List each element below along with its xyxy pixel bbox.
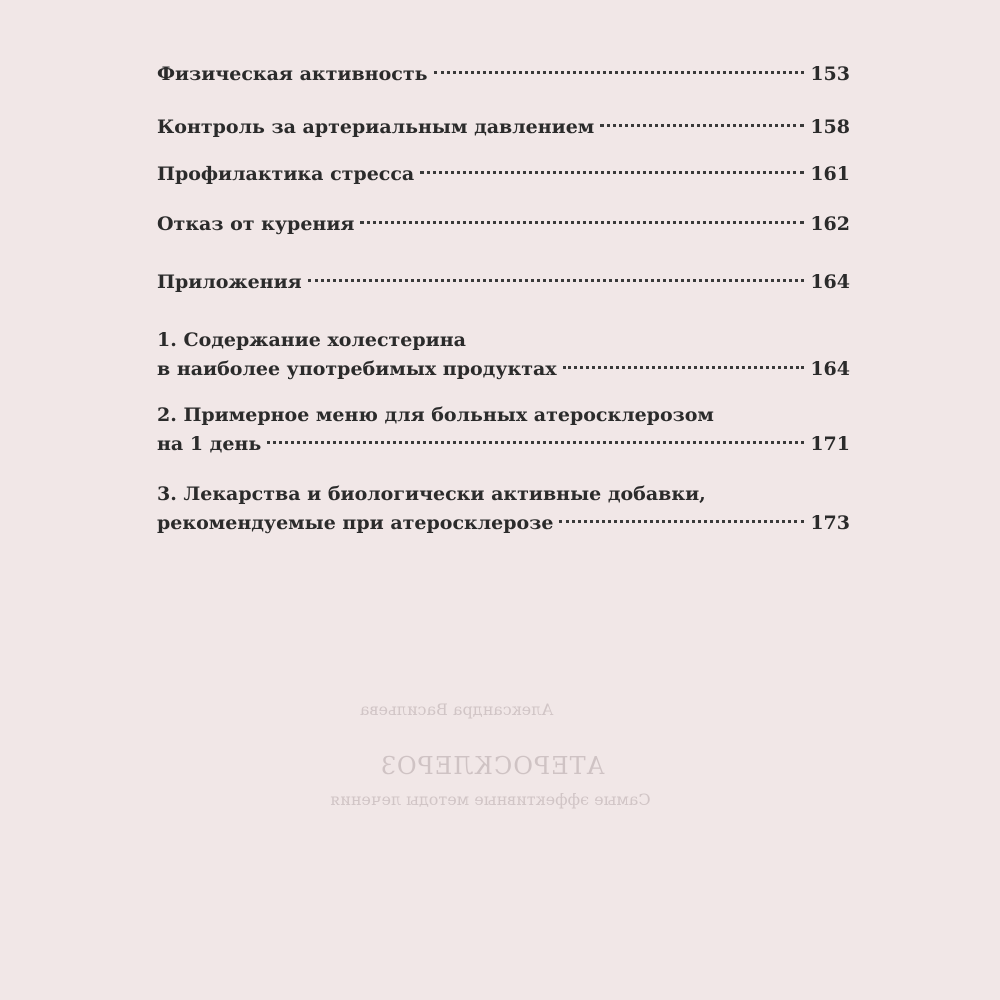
toc-entry-title-line1: 2. Примерное меню для больных атеросклерозом (157, 404, 714, 426)
toc-entry (157, 480, 850, 538)
toc-entry-page: 162 (810, 213, 850, 235)
dot-leader (434, 71, 805, 74)
toc-entry-title-line1: 1. Содержание холестерина (157, 329, 466, 351)
toc-entry (157, 160, 850, 189)
toc-entry-page: 161 (810, 163, 850, 185)
dot-leader (420, 171, 804, 174)
toc-entry (157, 60, 850, 89)
toc-entry-title: Отказ от курения (157, 213, 355, 235)
dot-leader (563, 366, 805, 369)
toc-entry-page: 164 (810, 271, 850, 293)
toc-entry-page: 158 (810, 116, 850, 138)
toc-entry-title: Профилактика стресса (157, 163, 415, 185)
toc-entry-title-line2: в наиболее употребимых продуктах (157, 358, 557, 380)
dot-leader (600, 124, 804, 127)
dot-leader (360, 221, 804, 224)
toc-entry (157, 268, 850, 297)
dot-leader (267, 441, 804, 444)
dot-leader (308, 279, 805, 282)
toc-entry (157, 401, 850, 459)
toc-entry-page: 164 (810, 358, 850, 380)
toc-entry (157, 113, 850, 142)
dot-leader (559, 520, 804, 523)
toc-entry-title-line1: 3. Лекарства и биологически активные добавки, (157, 483, 706, 505)
toc-entry (157, 210, 850, 239)
toc-entry-title-line2: рекомендуемые при атеросклерозе (157, 512, 554, 534)
toc-entry (157, 326, 850, 384)
show-through-title: АТЕРОСКЛЕРОЗ (380, 752, 605, 780)
toc-entry-title: Контроль за артериальным давлением (157, 116, 595, 138)
show-through-subtitle: Самые эффективные методы лечения (330, 790, 651, 809)
toc-entry-title: Физическая активность (157, 63, 428, 85)
show-through-author: Александра Васильева (360, 700, 554, 719)
toc-entry-page: 171 (810, 433, 850, 455)
toc-entry-page: 173 (810, 512, 850, 534)
toc-entry-page: 153 (810, 63, 850, 85)
toc-entry-title: Приложения (157, 271, 302, 293)
toc-entry-title-line2: на 1 день (157, 433, 262, 455)
